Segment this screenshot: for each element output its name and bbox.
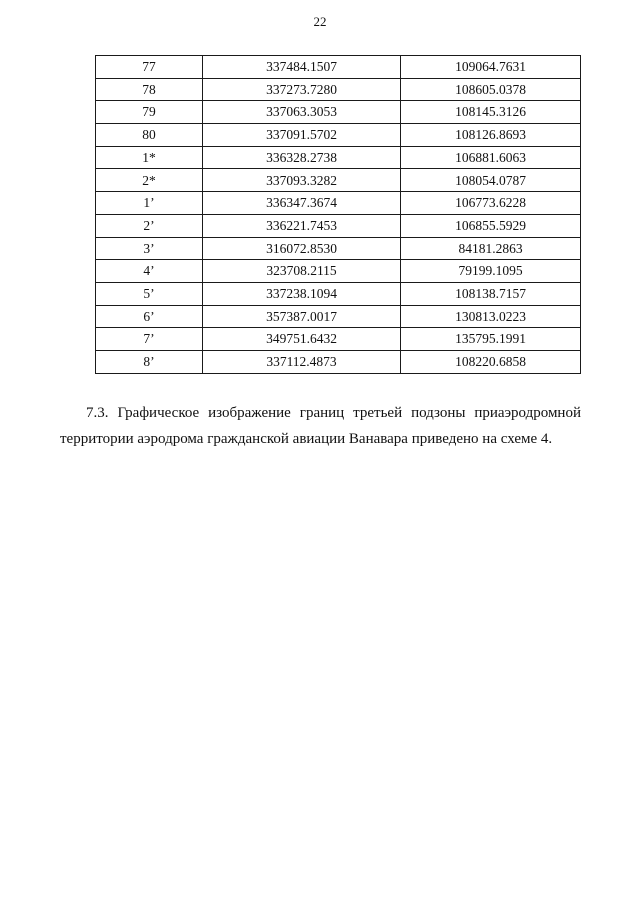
y-coordinate-cell: 135795.1991 <box>401 328 581 351</box>
point-cell: 6’ <box>96 305 203 328</box>
y-coordinate-cell: 79199.1095 <box>401 260 581 283</box>
x-coordinate-cell: 357387.0017 <box>203 305 401 328</box>
x-coordinate-cell: 337484.1507 <box>203 56 401 79</box>
x-coordinate-cell: 336347.3674 <box>203 192 401 215</box>
point-cell: 77 <box>96 56 203 79</box>
point-cell: 79 <box>96 101 203 124</box>
y-coordinate-cell: 108054.0787 <box>401 169 581 192</box>
point-cell: 78 <box>96 78 203 101</box>
table-row <box>96 78 581 101</box>
table-row <box>96 56 581 79</box>
table-row <box>96 169 581 192</box>
x-coordinate-cell: 336328.2738 <box>203 146 401 169</box>
x-coordinate-cell: 316072.8530 <box>203 237 401 260</box>
x-coordinate-cell: 323708.2115 <box>203 260 401 283</box>
table-row <box>96 192 581 215</box>
point-cell: 1* <box>96 146 203 169</box>
point-cell: 8’ <box>96 350 203 373</box>
y-coordinate-cell: 108138.7157 <box>401 282 581 305</box>
y-coordinate-cell: 130813.0223 <box>401 305 581 328</box>
point-cell: 4’ <box>96 260 203 283</box>
point-cell: 7’ <box>96 328 203 351</box>
x-coordinate-cell: 336221.7453 <box>203 214 401 237</box>
x-coordinate-cell: 349751.6432 <box>203 328 401 351</box>
y-coordinate-cell: 108126.8693 <box>401 124 581 147</box>
coordinates-table-body <box>96 56 581 374</box>
x-coordinate-cell: 337093.3282 <box>203 169 401 192</box>
table-row <box>96 305 581 328</box>
point-cell: 2* <box>96 169 203 192</box>
point-cell: 2’ <box>96 214 203 237</box>
table-row <box>96 282 581 305</box>
y-coordinate-cell: 84181.2863 <box>401 237 581 260</box>
coordinates-table <box>95 55 581 374</box>
y-coordinate-cell: 106881.6063 <box>401 146 581 169</box>
table-row <box>96 237 581 260</box>
x-coordinate-cell: 337112.4873 <box>203 350 401 373</box>
table-row <box>96 101 581 124</box>
table-row <box>96 328 581 351</box>
section-7-3-paragraph: 7.3. Графическое изображение границ третьей подзоны приаэродромной территории аэродрома гражданской авиации Ванавара приведено на схеме 4. <box>60 405 581 447</box>
x-coordinate-cell: 337273.7280 <box>203 78 401 101</box>
y-coordinate-cell: 108145.3126 <box>401 101 581 124</box>
page-number: 22 <box>313 14 327 29</box>
x-coordinate-cell: 337238.1094 <box>203 282 401 305</box>
y-coordinate-cell: 109064.7631 <box>401 56 581 79</box>
y-coordinate-cell: 106855.5929 <box>401 214 581 237</box>
point-cell: 5’ <box>96 282 203 305</box>
y-coordinate-cell: 108605.0378 <box>401 78 581 101</box>
x-coordinate-cell: 337063.3053 <box>203 101 401 124</box>
table-row <box>96 214 581 237</box>
table-row <box>96 146 581 169</box>
y-coordinate-cell: 106773.6228 <box>401 192 581 215</box>
table-row <box>96 124 581 147</box>
x-coordinate-cell: 337091.5702 <box>203 124 401 147</box>
y-coordinate-cell: 108220.6858 <box>401 350 581 373</box>
table-row <box>96 260 581 283</box>
point-cell: 1’ <box>96 192 203 215</box>
point-cell: 80 <box>96 124 203 147</box>
point-cell: 3’ <box>96 237 203 260</box>
table-row <box>96 350 581 373</box>
